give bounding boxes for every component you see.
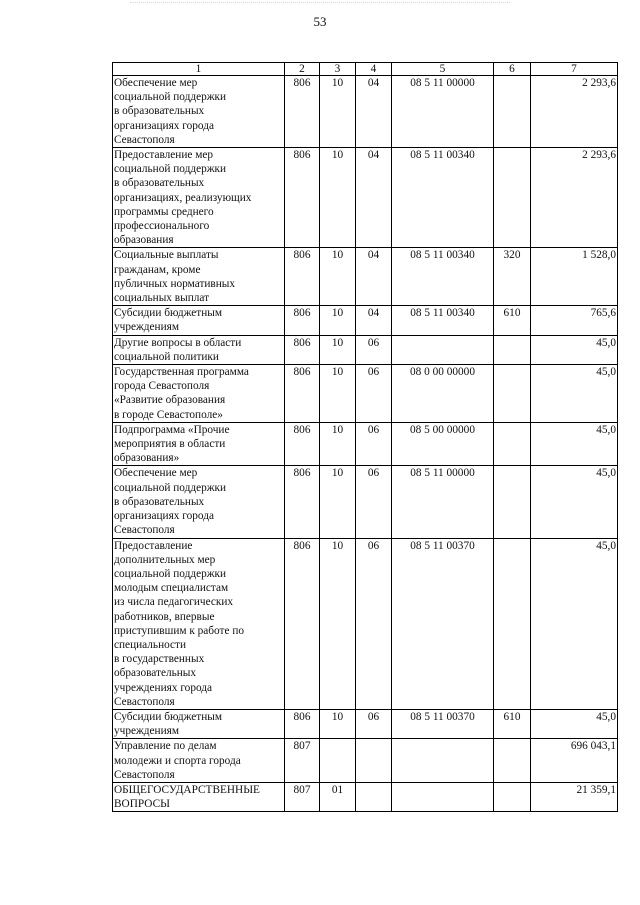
amount-cell: 45,0 xyxy=(531,365,618,423)
ministry-code-cell: 806 xyxy=(285,148,320,248)
item-name-line: Севастополя xyxy=(114,133,175,146)
section-code-cell: 10 xyxy=(320,76,356,148)
column-header: 2 xyxy=(285,63,320,76)
item-name-line: Субсидии бюджетным xyxy=(114,307,222,320)
item-name-line: Севастополя xyxy=(114,768,175,781)
item-name-line: образования» xyxy=(114,452,180,465)
subsection-code-cell: 06 xyxy=(356,422,392,466)
subsection-code-cell: 04 xyxy=(356,248,392,306)
section-code-cell: 10 xyxy=(320,306,356,335)
ministry-code-cell: 806 xyxy=(285,306,320,335)
target-item-cell: 08 5 11 00000 xyxy=(392,466,494,538)
scan-marks xyxy=(130,2,510,9)
item-name-line: образования xyxy=(114,234,174,247)
table-row xyxy=(113,709,618,738)
item-name-line: молодежи и спорта города xyxy=(114,754,241,767)
section-code-cell: 10 xyxy=(320,466,356,538)
ministry-code-cell: 807 xyxy=(285,782,320,811)
amount-cell: 45,0 xyxy=(531,466,618,538)
item-name-line: специальности xyxy=(114,638,187,651)
expense-type-cell xyxy=(494,422,531,466)
item-name-line: работников, впервые xyxy=(114,610,215,623)
ministry-code-cell: 806 xyxy=(285,422,320,466)
subsection-code-cell: 06 xyxy=(356,365,392,423)
section-code-cell: 10 xyxy=(320,365,356,423)
amount-cell: 2 293,6 xyxy=(531,148,618,248)
item-name-line: из числа педагогических xyxy=(114,596,234,609)
item-name-line: Социальные выплаты xyxy=(114,249,219,262)
target-item-cell xyxy=(392,739,494,783)
item-name-cell xyxy=(113,709,285,738)
item-name-line: учреждениях города xyxy=(114,681,213,694)
item-name-cell xyxy=(113,538,285,709)
item-name-line: в образовательных xyxy=(114,105,205,118)
amount-cell: 1 528,0 xyxy=(531,248,618,306)
target-item-cell: 08 5 00 00000 xyxy=(392,422,494,466)
item-name-line: Обеспечение мер xyxy=(114,467,198,480)
section-code-cell: 10 xyxy=(320,538,356,709)
table-row xyxy=(113,466,618,538)
item-name-line: Управление по делам xyxy=(114,740,217,753)
column-header: 7 xyxy=(531,63,618,76)
column-header: 1 xyxy=(113,63,285,76)
amount-cell: 696 043,1 xyxy=(531,739,618,783)
column-header: 6 xyxy=(494,63,531,76)
item-name-line: Севастополя xyxy=(114,524,175,537)
item-name-line: в государственных xyxy=(114,653,205,666)
amount-cell: 45,0 xyxy=(531,335,618,364)
item-name-line: организациях, реализующих xyxy=(114,191,252,204)
item-name-line: социальной поддержки xyxy=(114,91,227,104)
item-name-line: дополнительных мер xyxy=(114,553,216,566)
amount-cell: 2 293,6 xyxy=(531,76,618,148)
expense-type-cell: 320 xyxy=(494,248,531,306)
item-name-cell xyxy=(113,306,285,335)
item-name-line: образовательных xyxy=(114,667,197,680)
target-item-cell xyxy=(392,782,494,811)
item-name-line: социальных выплат xyxy=(114,292,210,305)
item-name-line: Предоставление xyxy=(114,539,193,552)
section-code-cell: 10 xyxy=(320,148,356,248)
table-row xyxy=(113,148,618,248)
table-body xyxy=(113,76,618,812)
expense-type-cell: 610 xyxy=(494,306,531,335)
ministry-code-cell: 806 xyxy=(285,466,320,538)
expense-type-cell: 610 xyxy=(494,709,531,738)
target-item-cell: 08 5 11 00000 xyxy=(392,76,494,148)
item-name-line: социальной поддержки xyxy=(114,567,227,580)
amount-cell: 45,0 xyxy=(531,709,618,738)
target-item-cell: 08 5 11 00340 xyxy=(392,306,494,335)
target-item-cell: 08 0 00 00000 xyxy=(392,365,494,423)
subsection-code-cell: 04 xyxy=(356,306,392,335)
item-name-line: профессионального xyxy=(114,220,210,233)
item-name-cell xyxy=(113,739,285,783)
expense-type-cell xyxy=(494,148,531,248)
subsection-code-cell: 04 xyxy=(356,148,392,248)
table-row xyxy=(113,739,618,783)
item-name-line: в городе Севастополе» xyxy=(114,408,223,421)
item-name-cell xyxy=(113,466,285,538)
item-name-line: города Севастополя xyxy=(114,380,210,393)
ministry-code-cell: 806 xyxy=(285,248,320,306)
item-name-cell xyxy=(113,782,285,811)
section-code-cell: 10 xyxy=(320,422,356,466)
expense-type-cell xyxy=(494,782,531,811)
target-item-cell: 08 5 11 00370 xyxy=(392,709,494,738)
expense-type-cell xyxy=(494,365,531,423)
item-name-line: Подпрограмма «Прочие xyxy=(114,423,230,436)
subsection-code-cell xyxy=(356,739,392,783)
table-row xyxy=(113,248,618,306)
ministry-code-cell: 807 xyxy=(285,739,320,783)
item-name-cell xyxy=(113,335,285,364)
ministry-code-cell: 806 xyxy=(285,709,320,738)
item-name-line: публичных нормативных xyxy=(114,277,236,290)
item-name-line: ВОПРОСЫ xyxy=(114,798,170,811)
section-code-cell: 10 xyxy=(320,709,356,738)
item-name-line: организациях города xyxy=(114,510,215,523)
item-name-line: социальной поддержки xyxy=(114,163,227,176)
table-row xyxy=(113,538,618,709)
item-name-line: Субсидии бюджетным xyxy=(114,710,222,723)
item-name-cell xyxy=(113,365,285,423)
expense-type-cell xyxy=(494,76,531,148)
item-name-line: Другие вопросы в области xyxy=(114,336,242,349)
subsection-code-cell xyxy=(356,782,392,811)
item-name-line: ОБЩЕГОСУДАРСТВЕННЫЕ xyxy=(114,783,260,796)
item-name-line: организациях города xyxy=(114,119,215,132)
header-row xyxy=(113,63,618,76)
subsection-code-cell: 06 xyxy=(356,538,392,709)
item-name-line: социальной поддержки xyxy=(114,481,227,494)
table-row xyxy=(113,306,618,335)
section-code-cell: 10 xyxy=(320,335,356,364)
table-header xyxy=(113,63,618,76)
column-header: 5 xyxy=(392,63,494,76)
item-name-line: мероприятия в области xyxy=(114,438,226,451)
expense-type-cell xyxy=(494,466,531,538)
section-code-cell xyxy=(320,739,356,783)
item-name-cell xyxy=(113,76,285,148)
page-number: 53 xyxy=(313,14,327,29)
item-name-line: Государственная программа xyxy=(114,366,249,379)
subsection-code-cell: 06 xyxy=(356,335,392,364)
item-name-cell xyxy=(113,422,285,466)
item-name-line: приступившим к работе по xyxy=(114,624,245,637)
subsection-code-cell: 06 xyxy=(356,709,392,738)
table-row xyxy=(113,365,618,423)
subsection-code-cell: 04 xyxy=(356,76,392,148)
item-name-line: учреждениям xyxy=(114,725,179,738)
table-row xyxy=(113,335,618,364)
item-name-line: «Развитие образования xyxy=(114,394,226,407)
target-item-cell xyxy=(392,335,494,364)
item-name-line: в образовательных xyxy=(114,495,205,508)
ministry-code-cell: 806 xyxy=(285,365,320,423)
amount-cell: 765,6 xyxy=(531,306,618,335)
item-name-line: Предоставление мер xyxy=(114,149,214,162)
target-item-cell: 08 5 11 00370 xyxy=(392,538,494,709)
item-name-line: Обеспечение мер xyxy=(114,77,198,89)
column-header: 4 xyxy=(356,63,392,76)
ministry-code-cell: 806 xyxy=(285,538,320,709)
item-name-line: Севастополя xyxy=(114,695,175,708)
budget-table xyxy=(112,62,618,812)
item-name-line: учреждениям xyxy=(114,321,179,334)
item-name-line: программы среднего xyxy=(114,205,214,218)
section-code-cell: 10 xyxy=(320,248,356,306)
target-item-cell: 08 5 11 00340 xyxy=(392,248,494,306)
subsection-code-cell: 06 xyxy=(356,466,392,538)
table-row xyxy=(113,782,618,811)
column-header: 3 xyxy=(320,63,356,76)
item-name-line: социальной политики xyxy=(114,350,219,363)
ministry-code-cell: 806 xyxy=(285,335,320,364)
table-row xyxy=(113,76,618,148)
item-name-cell xyxy=(113,248,285,306)
ministry-code-cell: 806 xyxy=(285,76,320,148)
expense-type-cell xyxy=(494,739,531,783)
amount-cell: 45,0 xyxy=(531,538,618,709)
section-code-cell: 01 xyxy=(320,782,356,811)
expense-type-cell xyxy=(494,538,531,709)
amount-cell: 21 359,1 xyxy=(531,782,618,811)
item-name-line: молодым специалистам xyxy=(114,582,229,595)
amount-cell: 45,0 xyxy=(531,422,618,466)
target-item-cell: 08 5 11 00340 xyxy=(392,148,494,248)
item-name-line: в образовательных xyxy=(114,177,205,190)
item-name-cell xyxy=(113,148,285,248)
table-row xyxy=(113,422,618,466)
expense-type-cell xyxy=(494,335,531,364)
item-name-line: гражданам, кроме xyxy=(114,263,201,276)
